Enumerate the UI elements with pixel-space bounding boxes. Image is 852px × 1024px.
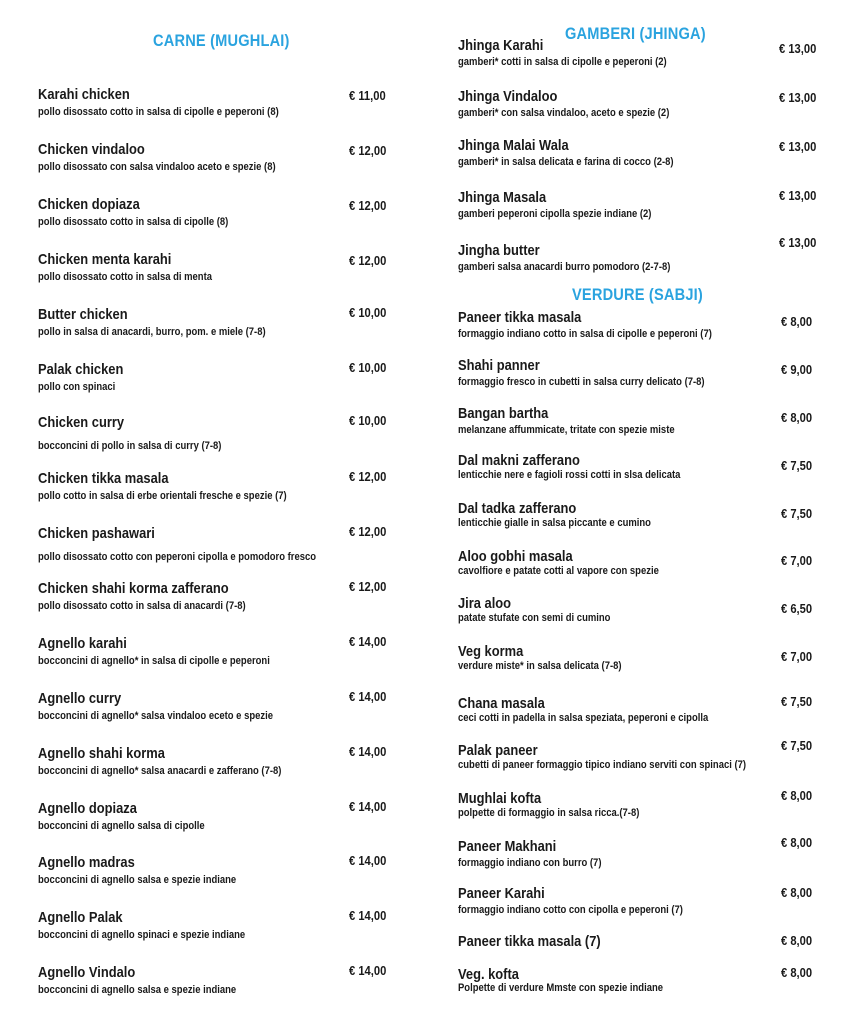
dish-price: € 12,00 — [349, 524, 387, 539]
dish-price: € 8,00 — [781, 788, 813, 803]
dish-description: formaggio fresco in cubetti in salsa curry delicato (7-8) — [458, 376, 705, 388]
dish-name: Jhinga Karahi — [458, 37, 544, 54]
dish-price: € 12,00 — [349, 253, 387, 268]
dish-name: Butter chicken — [38, 306, 128, 323]
dish-description: ceci cotti in padella in salsa speziata, peperoni e cipolla — [458, 712, 709, 724]
dish-description: bocconcini di agnello spinaci e spezie indiane — [38, 929, 246, 941]
dish-description: pollo disossato cotto in salsa di anacardi (7-8) — [38, 600, 246, 612]
dish-name: Jhinga Vindaloo — [458, 88, 558, 105]
dish-price: € 8,00 — [781, 885, 813, 900]
dish-price: € 7,50 — [781, 506, 813, 521]
dish-price: € 8,00 — [781, 835, 813, 850]
dish-description: Polpette di verdure Mmste con spezie indiane — [458, 982, 664, 994]
dish-description: patate stufate con semi di cumino — [458, 612, 611, 624]
dish-price: € 13,00 — [779, 139, 817, 154]
dish-description: lenticchie gialle in salsa piccante e cumino — [458, 517, 651, 529]
dish-name: Paneer Makhani — [458, 838, 557, 855]
dish-name: Mughlai kofta — [458, 790, 542, 807]
dish-name: Veg. kofta — [458, 966, 519, 983]
dish-name: Paneer tikka masala — [458, 309, 582, 326]
dish-price: € 7,50 — [781, 738, 813, 753]
heading-carne: CARNE (MUGHLAI) — [153, 31, 290, 50]
dish-description: pollo disossato cotto in salsa di cipolle (8) — [38, 216, 229, 228]
dish-description: verdure miste* in salsa delicata (7-8) — [458, 660, 622, 672]
dish-description: bocconcini di pollo in salsa di curry (7-8) — [38, 440, 222, 452]
dish-name: Agnello shahi korma — [38, 745, 165, 762]
dish-price: € 12,00 — [349, 198, 387, 213]
dish-name: Shahi panner — [458, 357, 540, 374]
dish-price: € 10,00 — [349, 305, 387, 320]
dish-description: pollo cotto in salsa di erbe orientali fresche e spezie (7) — [38, 490, 287, 502]
dish-name: Palak chicken — [38, 361, 124, 378]
dish-name: Chicken curry — [38, 414, 125, 431]
dish-name: Agnello madras — [38, 854, 135, 871]
dish-description: polpette di formaggio in salsa ricca.(7-8) — [458, 807, 640, 819]
dish-price: € 14,00 — [349, 799, 387, 814]
dish-price: € 8,00 — [781, 314, 813, 329]
dish-description: pollo disossato cotto in salsa di menta — [38, 271, 213, 283]
dish-price: € 13,00 — [779, 235, 817, 250]
dish-name: Chicken dopiaza — [38, 196, 140, 213]
dish-description: cubetti di paneer formaggio tipico indiano serviti con spinaci (7) — [458, 759, 747, 771]
dish-description: bocconcini di agnello salsa e spezie indiane — [38, 874, 237, 886]
dish-price: € 14,00 — [349, 634, 387, 649]
dish-price: € 9,00 — [781, 362, 813, 377]
dish-name: Palak paneer — [458, 742, 538, 759]
dish-name: Chicken vindaloo — [38, 141, 145, 158]
dish-name: Dal tadka zafferano — [458, 500, 577, 517]
dish-price: € 14,00 — [349, 744, 387, 759]
dish-price: € 12,00 — [349, 143, 387, 158]
dish-price: € 8,00 — [781, 933, 813, 948]
dish-price: € 12,00 — [349, 469, 387, 484]
dish-description: pollo con spinaci — [38, 381, 116, 393]
dish-price: € 8,00 — [781, 410, 813, 425]
dish-price: € 14,00 — [349, 963, 387, 978]
dish-name: Chicken menta karahi — [38, 251, 172, 268]
dish-price: € 8,00 — [781, 965, 813, 980]
dish-name: Chicken tikka masala — [38, 470, 169, 487]
dish-price: € 13,00 — [779, 41, 817, 56]
dish-description: gamberi* con salsa vindaloo, aceto e spezie (2) — [458, 107, 670, 119]
dish-name: Veg korma — [458, 643, 524, 660]
dish-description: bocconcini di agnello salsa e spezie indiane — [38, 984, 237, 996]
dish-name: Karahi chicken — [38, 86, 130, 103]
dish-price: € 14,00 — [349, 853, 387, 868]
dish-name: Chicken pashawari — [38, 525, 155, 542]
dish-name: Chana masala — [458, 695, 545, 712]
dish-description: formaggio indiano cotto con cipolla e peperoni (7) — [458, 904, 683, 916]
dish-description: bocconcini di agnello* in salsa di cipolle e peperoni — [38, 655, 270, 667]
dish-description: bocconcini di agnello* salsa anacardi e zafferano (7-8) — [38, 765, 282, 777]
dish-price: € 7,50 — [781, 694, 813, 709]
dish-description: lenticchie nere e fagioli rossi cotti in slsa delicata — [458, 469, 681, 481]
dish-price: € 7,50 — [781, 458, 813, 473]
heading-verdure: VERDURE (SABJI) — [572, 285, 703, 304]
dish-description: pollo in salsa di anacardi, burro, pom. e miele (7-8) — [38, 326, 266, 338]
dish-description: pollo disossato con salsa vindaloo aceto e spezie (8) — [38, 161, 276, 173]
dish-description: gamberi peperoni cipolla spezie indiane (2) — [458, 208, 652, 220]
heading-gamberi: GAMBERI (JHINGA) — [565, 24, 706, 43]
dish-price: € 13,00 — [779, 90, 817, 105]
dish-description: cavolfiore e patate cotti al vapore con spezie — [458, 565, 659, 577]
dish-description: bocconcini di agnello salsa di cipolle — [38, 820, 205, 832]
dish-name: Paneer tikka masala (7) — [458, 933, 601, 950]
dish-name: Jhinga Masala — [458, 189, 547, 206]
dish-price: € 11,00 — [349, 88, 386, 103]
dish-price: € 7,00 — [781, 553, 813, 568]
dish-name: Jira aloo — [458, 595, 512, 612]
dish-price: € 14,00 — [349, 689, 387, 704]
dish-price: € 10,00 — [349, 360, 387, 375]
dish-description: pollo disossato cotto in salsa di cipolle e peperoni (8) — [38, 106, 279, 118]
dish-name: Agnello Vindalo — [38, 964, 136, 981]
dish-name: Dal makni zafferano — [458, 452, 580, 469]
dish-price: € 6,50 — [781, 601, 813, 616]
dish-price: € 14,00 — [349, 908, 387, 923]
dish-description: pollo disossato cotto con peperoni cipolla e pomodoro fresco — [38, 551, 317, 563]
dish-name: Paneer Karahi — [458, 885, 545, 902]
dish-description: bocconcini di agnello* salsa vindaloo eceto e spezie — [38, 710, 273, 722]
dish-description: gamberi* in salsa delicata e farina di cocco (2-8) — [458, 156, 674, 168]
dish-name: Agnello karahi — [38, 635, 127, 652]
dish-description: gamberi* cotti in salsa di cipolle e peperoni (2) — [458, 56, 667, 68]
dish-description: formaggio indiano cotto in salsa di cipolle e peperoni (7) — [458, 328, 712, 340]
dish-description: melanzane affummicate, tritate con spezie miste — [458, 424, 675, 436]
dish-name: Agnello curry — [38, 690, 122, 707]
dish-price: € 7,00 — [781, 649, 813, 664]
dish-description: formaggio indiano con burro (7) — [458, 857, 602, 869]
dish-name: Jingha butter — [458, 242, 540, 259]
dish-name: Agnello Palak — [38, 909, 123, 926]
dish-description: gamberi salsa anacardi burro pomodoro (2-7-8) — [458, 261, 671, 273]
dish-name: Bangan bartha — [458, 405, 549, 422]
dish-price: € 12,00 — [349, 579, 387, 594]
dish-name: Jhinga Malai Wala — [458, 137, 569, 154]
dish-price: € 10,00 — [349, 413, 387, 428]
dish-name: Chicken shahi korma zafferano — [38, 580, 229, 597]
dish-name: Agnello dopiaza — [38, 800, 137, 817]
dish-name: Aloo gobhi masala — [458, 548, 573, 565]
dish-price: € 13,00 — [779, 188, 817, 203]
